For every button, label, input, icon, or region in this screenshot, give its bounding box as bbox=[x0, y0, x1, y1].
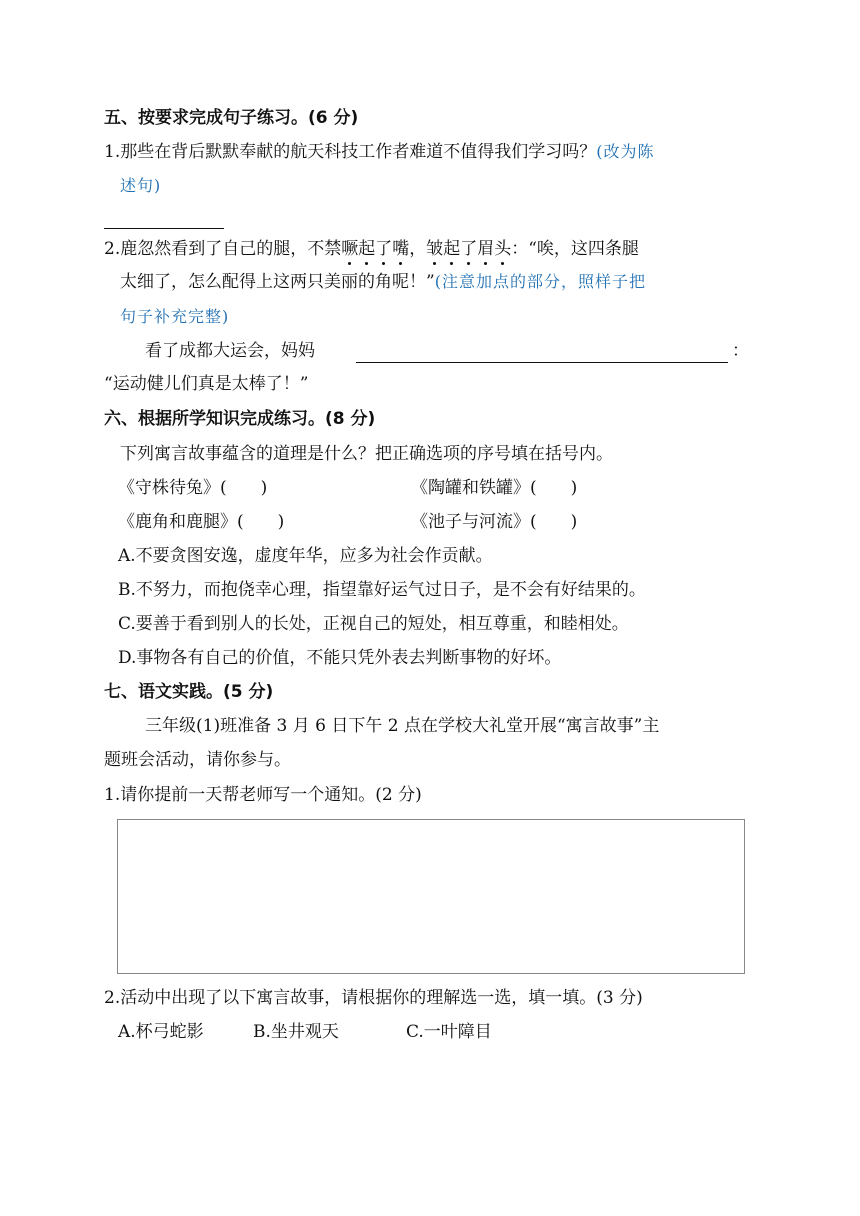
section-6-intro: 下列寓言故事蕴含的道理是什么？把正确选项的序号填在括号内。 bbox=[120, 444, 613, 464]
question-5-2 bbox=[104, 241, 639, 258]
dotted-char: 起 bbox=[358, 239, 376, 259]
comma: ， bbox=[409, 239, 427, 259]
fill-sentence-prefix: 看了成都大运会，妈妈 bbox=[145, 341, 315, 361]
fill-sentence-colon: ： bbox=[732, 341, 749, 361]
story-item[interactable]: 《鹿角和鹿腿》( ) bbox=[118, 512, 285, 532]
notice-answer-box[interactable] bbox=[117, 819, 745, 974]
dotted-char: 了 bbox=[460, 239, 478, 259]
question-5-1-hint: (改为陈 bbox=[596, 142, 655, 161]
dotted-char: 嘴 bbox=[392, 239, 410, 259]
question-5-2-hint: (注意加点的部分，照样子把 bbox=[434, 272, 646, 291]
section-5-title: 五、按要求完成句子练习。(6 分) bbox=[104, 108, 359, 128]
question-7-2: 2.活动中出现了以下寓言故事，请根据你的理解选一选，填一填。(3 分) bbox=[104, 988, 643, 1008]
fill-sentence-quote: “运动健儿们真是太棒了！” bbox=[104, 374, 309, 394]
question-5-2-line2 bbox=[120, 274, 646, 291]
option-a: A.不要贪图安逸，虚度年华，应多为社会作贡献。 bbox=[118, 546, 493, 566]
practice-paragraph-line2: 题班会活动，请你参与。 bbox=[104, 750, 291, 770]
choice-b: B.坐井观天 bbox=[253, 1022, 339, 1042]
story-item[interactable]: 《池子与河流》( ) bbox=[411, 512, 578, 532]
practice-paragraph-line1: 三年级(1)班准备 3 月 6 日下午 2 点在学校大礼堂开展“寓言故事”主 bbox=[145, 716, 660, 736]
dotted-char: 眉 bbox=[477, 239, 495, 259]
answer-line-5-2[interactable] bbox=[356, 362, 728, 363]
question-5-2-hint-cont: 句子补充完整) bbox=[120, 307, 230, 326]
dotted-char: 了 bbox=[375, 239, 393, 259]
answer-line-5-1[interactable] bbox=[104, 228, 224, 229]
choice-c: C.一叶障目 bbox=[406, 1022, 492, 1042]
option-b: B.不努力，而抱侥幸心理，指望靠好运气过日子，是不会有好结果的。 bbox=[118, 580, 646, 600]
section-6-title: 六、根据所学知识完成练习。(8 分) bbox=[104, 409, 376, 429]
dotted-char: 头 bbox=[494, 239, 512, 259]
question-7-1: 1.请你提前一天帮老师写一个通知。(2 分) bbox=[104, 785, 422, 805]
dotted-char: 起 bbox=[443, 239, 461, 259]
question-5-2-quote: ：“唉，这四条腿 bbox=[511, 239, 639, 259]
choice-a: A.杯弓蛇影 bbox=[118, 1022, 204, 1042]
dotted-char: 皱 bbox=[426, 239, 444, 259]
section-7-title: 七、语文实践。(5 分) bbox=[104, 682, 274, 702]
question-5-1-text: 1.那些在背后默默奉献的航天科技工作者难道不值得我们学习吗？ bbox=[104, 142, 597, 162]
option-c: C.要善于看到别人的长处，正视自己的短处，相互尊重，和睦相处。 bbox=[118, 614, 629, 634]
option-d: D.事物各有自己的价值，不能只凭外表去判断事物的好坏。 bbox=[118, 648, 562, 668]
story-item[interactable]: 《陶罐和铁罐》( ) bbox=[411, 478, 578, 498]
question-5-1 bbox=[104, 144, 654, 161]
question-5-1-hint-cont: 述句) bbox=[120, 176, 162, 195]
story-item[interactable]: 《守株待兔》( ) bbox=[118, 478, 268, 498]
dotted-char: 噘 bbox=[341, 239, 359, 259]
question-5-2-text: 2.鹿忽然看到了自己的腿，不禁 bbox=[104, 239, 342, 259]
question-5-2-quote-end: 太细了，怎么配得上这两只美丽的角呢！” bbox=[120, 272, 435, 292]
